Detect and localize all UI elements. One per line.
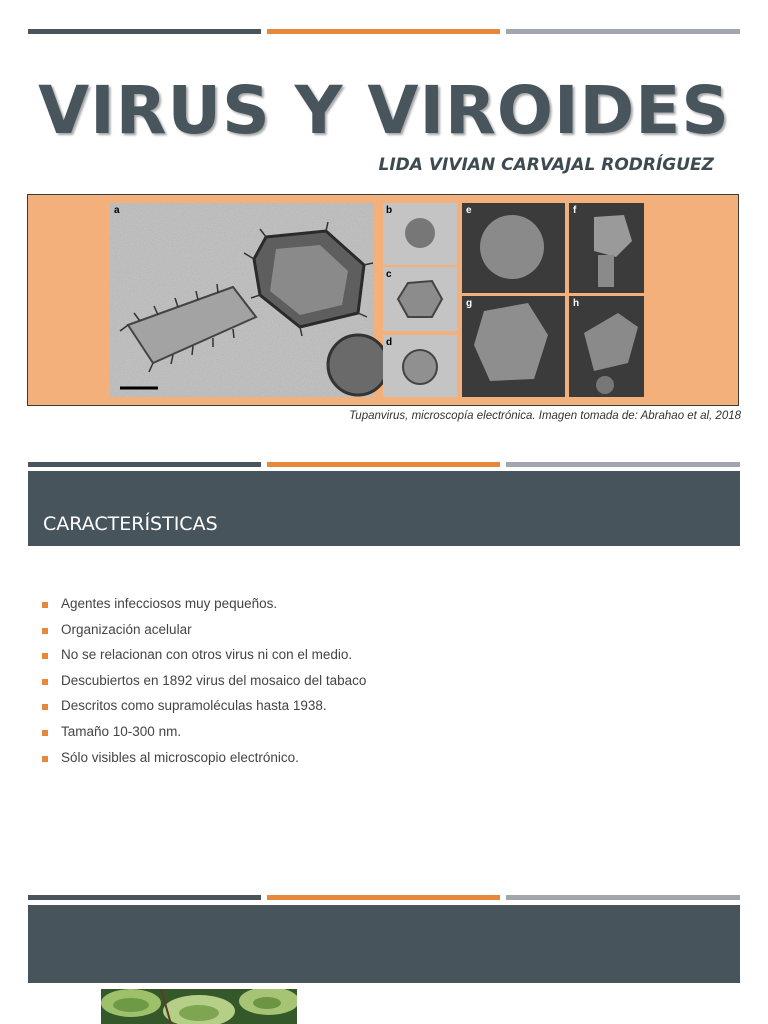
panel-label-a: a [114, 205, 120, 216]
leaf-photo [101, 989, 297, 1024]
accent-bar-dark-2 [28, 462, 261, 467]
leaf-image [101, 989, 297, 1024]
bullet-square-icon [42, 602, 48, 608]
author-name: LIDA VIVIAN CARVAJAL RODRÍGUEZ [378, 155, 714, 175]
figure-caption: Tupanvirus, microscopía electrónica. Imagen tomada de: Abrahao et al, 2018 [349, 410, 741, 422]
accent-bar-orange-2 [267, 462, 500, 467]
accent-bar-dark-3 [28, 895, 261, 900]
bullet-list [42, 596, 366, 775]
panel-label-f: f [573, 205, 577, 216]
slide-heading-bar [28, 471, 740, 546]
list-item: Organización acelular [42, 622, 366, 648]
panel-label-g: g [466, 298, 473, 309]
panel-label-h: h [573, 298, 580, 309]
bullet-square-icon [42, 730, 48, 736]
list-item: Descritos como supramoléculas hasta 1938. [42, 698, 366, 724]
microscopy-image [28, 195, 738, 405]
accent-bar-orange [267, 29, 500, 34]
bullet-square-icon [42, 756, 48, 762]
list-item: Descubiertos en 1892 virus del mosaico del tabaco [42, 673, 366, 699]
list-item: No se relacionan con otros virus ni con el medio. [42, 647, 366, 673]
panel-label-c: c [386, 269, 392, 280]
bullet-square-icon [42, 653, 48, 659]
microscopy-figure [27, 194, 739, 406]
list-item: Tamaño 10-300 nm. [42, 724, 366, 750]
slide-heading: CARACTERÍSTICAS [43, 513, 218, 535]
panel-label-b: b [386, 205, 393, 216]
accent-bar-gray [506, 29, 740, 34]
accent-bar-orange-3 [267, 895, 500, 900]
bullet-square-icon [42, 628, 48, 634]
panel-label-e: e [466, 205, 472, 216]
list-item: Sólo visibles al microscopio electrónico. [42, 750, 366, 776]
accent-bar-dark [28, 29, 261, 34]
list-item: Agentes infecciosos muy pequeños. [42, 596, 366, 622]
accent-bar-gray-3 [506, 895, 740, 900]
accent-bar-gray-2 [506, 462, 740, 467]
bullet-square-icon [42, 704, 48, 710]
bullet-square-icon [42, 679, 48, 685]
slide-heading-bar-3 [28, 905, 740, 983]
slide-title: VIRUS Y VIROIDES [38, 72, 730, 149]
panel-label-d: d [386, 337, 393, 348]
